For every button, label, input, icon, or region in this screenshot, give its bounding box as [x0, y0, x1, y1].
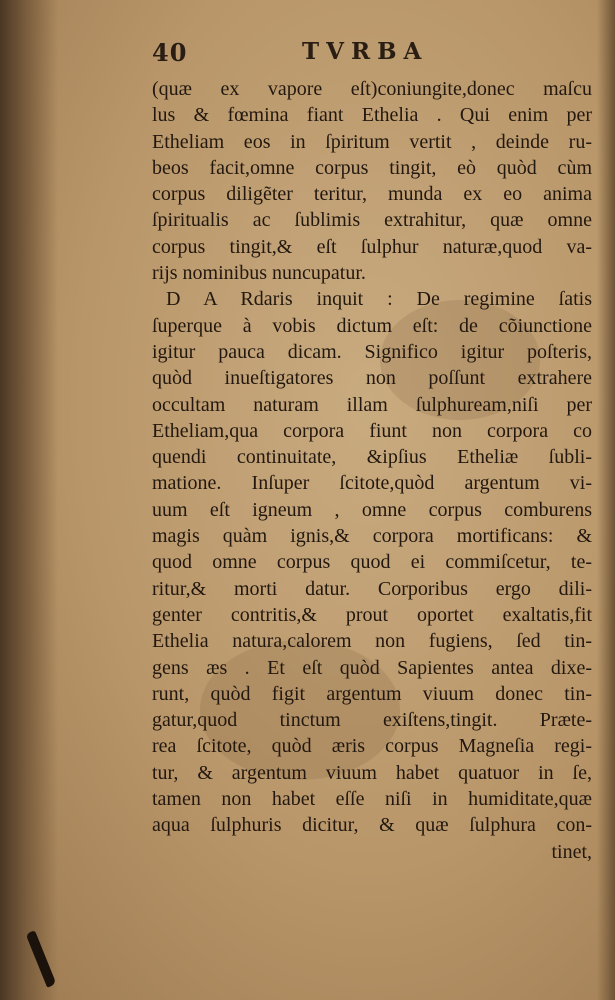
text-line: rijs nominibus nuncupatur. — [152, 262, 366, 285]
text-line: uum eſt igneum , omne corpus comburens — [152, 498, 592, 521]
text-line: corpus diligẽter teritur, munda ex eo anima — [152, 183, 592, 206]
text-line: ſuperque à vobis dictum eſt: de cõiunctione — [152, 314, 592, 337]
text-line: quod omne corpus quod ei commiſcetur, te- — [152, 551, 592, 574]
text-line: ſpiritualis ac ſublimis extrahitur, quæ omne — [152, 209, 592, 232]
text-line: beos facit,omne corpus tingit, eò quòd cùm — [152, 156, 592, 179]
page-header — [152, 38, 592, 72]
text-line: gens æs . Et eſt quòd Sapientes antea dixe- — [152, 656, 592, 679]
text-line: ritur,& morti datur. Corporibus ergo dili- — [152, 577, 592, 600]
text-line: Etheliam eos in ſpiritum vertit , deinde ru- — [152, 130, 592, 153]
text-line: gatur,quod tinctum exiſtens,tingit. Præte- — [152, 709, 592, 732]
text-line: Etheliam,qua corpora fiunt non corpora co — [152, 419, 592, 442]
text-line: quòd inueſtigatores non poſſunt extrahere — [152, 367, 592, 390]
text-line: genter contritis,& prout oportet exaltatis,fit — [152, 603, 592, 626]
text-line: magis quàm ignis,& corpora mortificans: & — [152, 525, 592, 548]
binding-gutter — [0, 0, 58, 1000]
text-line: tamen non habet eſſe niſi in humiditate,quæ — [152, 788, 592, 811]
page-edge-shadow — [597, 0, 615, 1000]
text-line: (quæ ex vapore eſt)coniungite,donec maſcu — [152, 78, 592, 100]
text-line: runt, quòd figit argentum viuum donec tin- — [152, 682, 592, 705]
text-line: rea ſcitote, quòd æris corpus Magneſia regi- — [152, 735, 592, 758]
text-line: Ethelia natura,calorem non fugiens, ſed tin- — [152, 630, 592, 653]
text-line: corpus tingit,& eſt ſulphur naturæ,quod va- — [152, 235, 592, 258]
text-block — [152, 76, 592, 865]
catchword: tinet, — [551, 840, 592, 863]
text-line: igitur pauca dicam. Significo igitur poſteris, — [152, 340, 592, 363]
text-line: tur, & argentum viuum habet quatuor in ſe, — [152, 761, 592, 784]
running-head: TVRBA — [302, 38, 429, 65]
text-line: quendi continuitate, &ipſius Etheliæ ſubli- — [152, 446, 592, 469]
text-line: matione. Inſuper ſcitote,quòd argentum vi- — [152, 472, 592, 495]
text-line: lus & fœmina fiant Ethelia . Qui enim per — [152, 104, 592, 127]
text-line: aqua ſulphuris dicitur, & quæ ſulphura con- — [152, 814, 592, 837]
text-line: D A Rdaris inquit : De regimine ſatis — [166, 288, 592, 311]
text-line: occultam naturam illam ſulphuream,niſi per — [152, 393, 592, 416]
page-number: 40 — [152, 38, 188, 67]
